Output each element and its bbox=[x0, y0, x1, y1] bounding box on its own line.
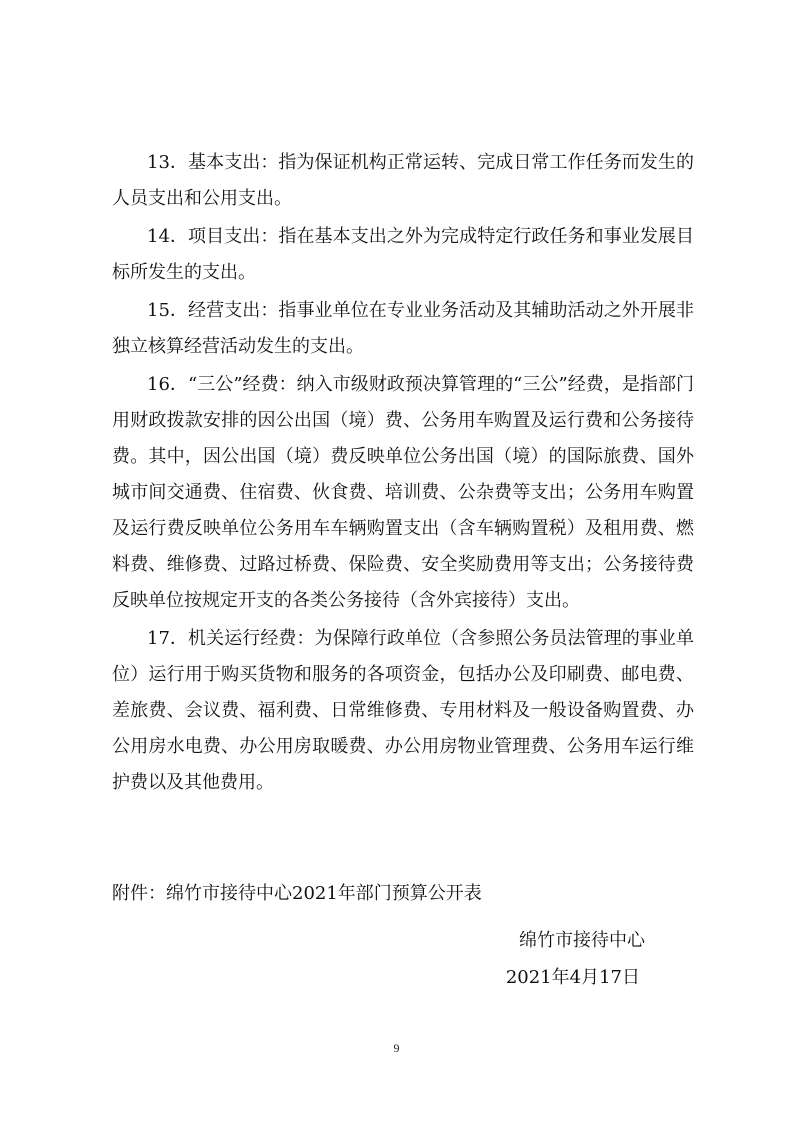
page-number: 9 bbox=[393, 1041, 400, 1055]
paragraph-project-expenditure: 14．项目支出：指在基本支出之外为完成特定行政任务和事业发展目标所发生的支出。 bbox=[112, 226, 694, 283]
attachment-line: 附件：绵竹市接待中心2021年部门预算公开表 bbox=[112, 883, 482, 904]
document-body bbox=[112, 145, 694, 803]
signature-organization: 绵竹市接待中心 bbox=[519, 930, 645, 951]
paragraph-agency-operating-expenses: 17．机关运行经费：为保障行政单位（含参照公务员法管理的事业单位）运行用于购买货物和服务的各项资金，包括办公及印刷费、邮电费、差旅费、会议费、福利费、日常维修费、专用材料及一般设备购置费、办公用房水电费、办公用房取暖费、办公用房物业管理费、公务用车运行维护费以及其他费用。 bbox=[112, 628, 694, 793]
paragraph-operating-expenditure: 15．经营支出：指事业单位在专业业务活动及其辅助活动之外开展非独立核算经营活动发生的支出。 bbox=[112, 300, 694, 357]
paragraph-three-public-expenses: 16．“三公”经费：纳入市级财政预决算管理的“三公”经费，是指部门用财政拨款安排的因公出国（境）费、公务用车购置及运行费和公务接待费。其中，因公出国（境）费反映单位公务出国（境）的国际旅费、国外城市间交通费、住宿费、伙食费、培训费、公杂费等支出；公务用车购置及运行费反映单位公务用车车辆购置支出（含车辆购置税）及租用费、燃料费、维修费、过路过桥费、保险费、安全奖励费用等支出；公务接待费反映单位按规定开支的各类公务接待（含外宾接待）支出。 bbox=[112, 374, 694, 611]
signature-date: 2021年4月17日 bbox=[505, 967, 640, 988]
paragraph-basic-expenditure: 13．基本支出：指为保证机构正常运转、完成日常工作任务而发生的人员支出和公用支出。 bbox=[112, 152, 694, 209]
